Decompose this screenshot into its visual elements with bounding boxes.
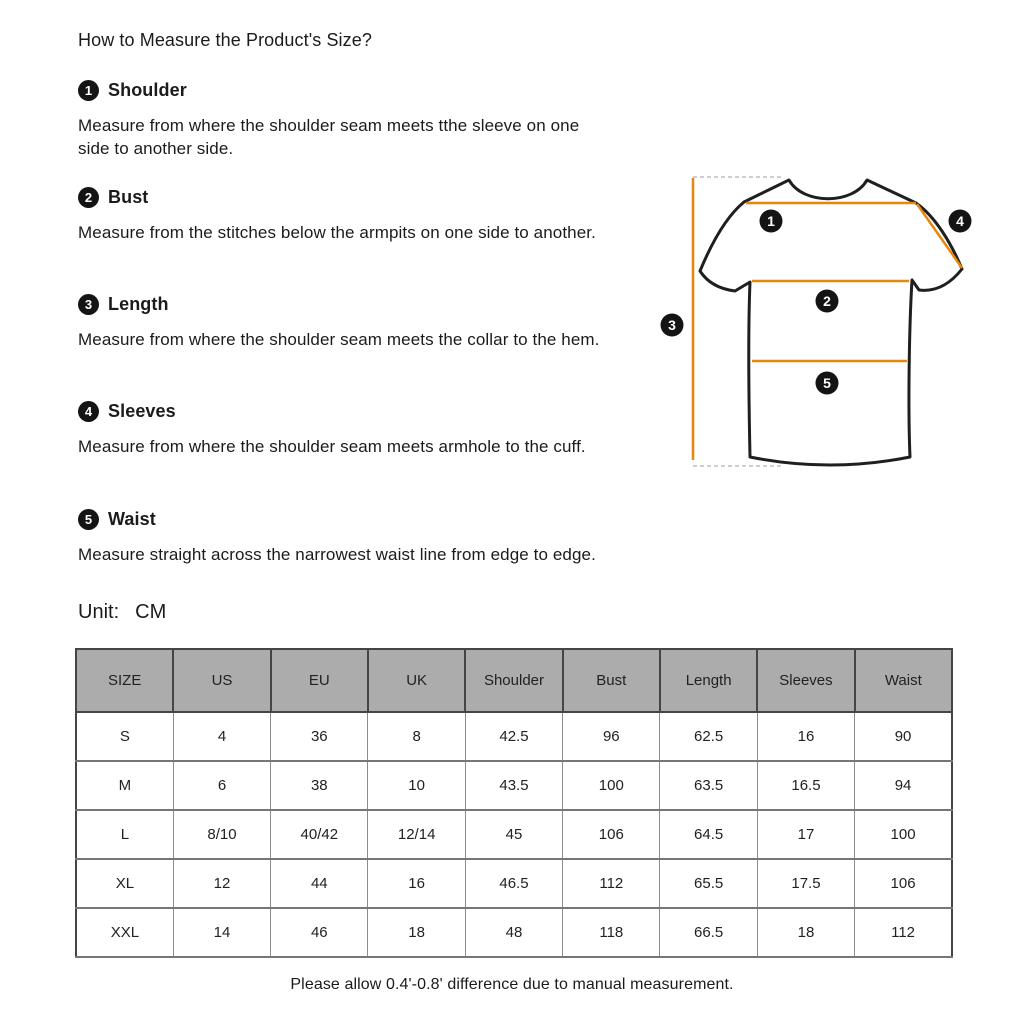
section-sleeves-header bbox=[78, 401, 612, 422]
measurement-cell: 65.5 bbox=[660, 859, 757, 908]
tshirt-outline bbox=[700, 180, 962, 465]
section-waist-header bbox=[78, 509, 612, 530]
section-length-description: Measure from where the shoulder seam meets the collar to the hem. bbox=[78, 330, 600, 349]
measurement-cell: 106 bbox=[855, 859, 952, 908]
measurement-cell: 14 bbox=[173, 908, 270, 957]
diagram-marker-2 bbox=[816, 290, 839, 313]
measurement-cell: 100 bbox=[855, 810, 952, 859]
column-header: UK bbox=[368, 649, 465, 712]
measurement-cell: 4 bbox=[173, 712, 270, 761]
measurement-cell: 48 bbox=[465, 908, 562, 957]
column-header: EU bbox=[271, 649, 368, 712]
measurement-cell: 64.5 bbox=[660, 810, 757, 859]
diagram-marker-4 bbox=[949, 210, 972, 233]
step-4-badge: 4 bbox=[78, 401, 99, 422]
measurement-cell: 17.5 bbox=[757, 859, 854, 908]
step-2-badge: 2 bbox=[78, 187, 99, 208]
section-shoulder bbox=[78, 80, 612, 160]
table-row bbox=[76, 712, 952, 761]
measurement-cell: 62.5 bbox=[660, 712, 757, 761]
step-5-badge: 5 bbox=[78, 509, 99, 530]
section-length bbox=[78, 294, 612, 352]
measurement-cell: 106 bbox=[563, 810, 660, 859]
unit-value: CM bbox=[135, 601, 167, 623]
tshirt-measurement-diagram bbox=[640, 160, 1024, 490]
marker-2-number: 2 bbox=[823, 293, 831, 309]
size-cell: XXL bbox=[76, 908, 173, 957]
section-sleeves bbox=[78, 401, 612, 459]
measurement-cell: 16 bbox=[368, 859, 465, 908]
size-cell: S bbox=[76, 712, 173, 761]
measurement-cell: 66.5 bbox=[660, 908, 757, 957]
table-row bbox=[76, 810, 952, 859]
section-sleeves-description: Measure from where the shoulder seam meets armhole to the cuff. bbox=[78, 437, 586, 456]
section-length-label: Length bbox=[108, 294, 169, 314]
diagram-marker-5 bbox=[816, 372, 839, 395]
marker-5-number: 5 bbox=[823, 375, 831, 391]
measurement-cell: 10 bbox=[368, 761, 465, 810]
size-cell: XL bbox=[76, 859, 173, 908]
measurement-cell: 112 bbox=[563, 859, 660, 908]
measurement-cell: 96 bbox=[563, 712, 660, 761]
section-bust-description: Measure from the stitches below the armpits on one side to another. bbox=[78, 223, 596, 242]
table-row bbox=[76, 859, 952, 908]
measurement-cell: 8/10 bbox=[173, 810, 270, 859]
section-shoulder-label: Shoulder bbox=[108, 80, 187, 100]
size-cell: M bbox=[76, 761, 173, 810]
section-sleeves-label: Sleeves bbox=[108, 401, 176, 421]
measurement-cell: 90 bbox=[855, 712, 952, 761]
unit-line bbox=[78, 601, 166, 624]
marker-3-number: 3 bbox=[668, 317, 676, 333]
unit-label: Unit: bbox=[78, 601, 120, 623]
size-table bbox=[75, 648, 953, 958]
section-waist-label: Waist bbox=[108, 509, 156, 529]
marker-4-number: 4 bbox=[956, 213, 964, 229]
measurement-cell: 17 bbox=[757, 810, 854, 859]
step-1-badge: 1 bbox=[78, 80, 99, 101]
measurement-cell: 16 bbox=[757, 712, 854, 761]
table-row bbox=[76, 761, 952, 810]
measurement-cell: 16.5 bbox=[757, 761, 854, 810]
size-table-body bbox=[76, 712, 952, 957]
measurement-cell: 44 bbox=[271, 859, 368, 908]
measurement-cell: 118 bbox=[563, 908, 660, 957]
measurement-cell: 63.5 bbox=[660, 761, 757, 810]
section-bust-header bbox=[78, 187, 612, 208]
measurement-cell: 38 bbox=[271, 761, 368, 810]
section-shoulder-description: Measure from where the shoulder seam meets tthe sleeve on one side to another side. bbox=[78, 116, 580, 158]
marker-1-number: 1 bbox=[767, 213, 775, 229]
measurement-cell: 40/42 bbox=[271, 810, 368, 859]
measurement-cell: 12/14 bbox=[368, 810, 465, 859]
page-title: How to Measure the Product's Size? bbox=[78, 30, 372, 50]
size-table-container bbox=[75, 648, 953, 958]
column-header: US bbox=[173, 649, 270, 712]
measurement-cell: 43.5 bbox=[465, 761, 562, 810]
table-row bbox=[76, 908, 952, 957]
step-3-badge: 3 bbox=[78, 294, 99, 315]
column-header: SIZE bbox=[76, 649, 173, 712]
section-bust-label: Bust bbox=[108, 187, 149, 207]
size-table-header-row bbox=[76, 649, 952, 712]
section-waist-description: Measure straight across the narrowest waist line from edge to edge. bbox=[78, 545, 596, 564]
measurement-cell: 12 bbox=[173, 859, 270, 908]
section-length-header bbox=[78, 294, 612, 315]
column-header: Shoulder bbox=[465, 649, 562, 712]
measurement-cell: 6 bbox=[173, 761, 270, 810]
column-header: Length bbox=[660, 649, 757, 712]
column-header: Waist bbox=[855, 649, 952, 712]
measurement-cell: 100 bbox=[563, 761, 660, 810]
diagram-marker-3 bbox=[661, 314, 684, 337]
measurement-cell: 94 bbox=[855, 761, 952, 810]
measurement-cell: 46 bbox=[271, 908, 368, 957]
column-header: Bust bbox=[563, 649, 660, 712]
section-waist bbox=[78, 509, 612, 567]
measurement-cell: 36 bbox=[271, 712, 368, 761]
diagram-marker-1 bbox=[760, 210, 783, 233]
measurement-cell: 18 bbox=[757, 908, 854, 957]
measurement-cell: 45 bbox=[465, 810, 562, 859]
section-shoulder-header bbox=[78, 80, 612, 101]
column-header: Sleeves bbox=[757, 649, 854, 712]
size-cell: L bbox=[76, 810, 173, 859]
measurement-cell: 18 bbox=[368, 908, 465, 957]
measurement-cell: 112 bbox=[855, 908, 952, 957]
section-bust bbox=[78, 187, 612, 245]
measurement-cell: 8 bbox=[368, 712, 465, 761]
measurement-tolerance-note: Please allow 0.4'-0.8' difference due to manual measurement. bbox=[290, 976, 734, 993]
measurement-cell: 42.5 bbox=[465, 712, 562, 761]
measurement-cell: 46.5 bbox=[465, 859, 562, 908]
